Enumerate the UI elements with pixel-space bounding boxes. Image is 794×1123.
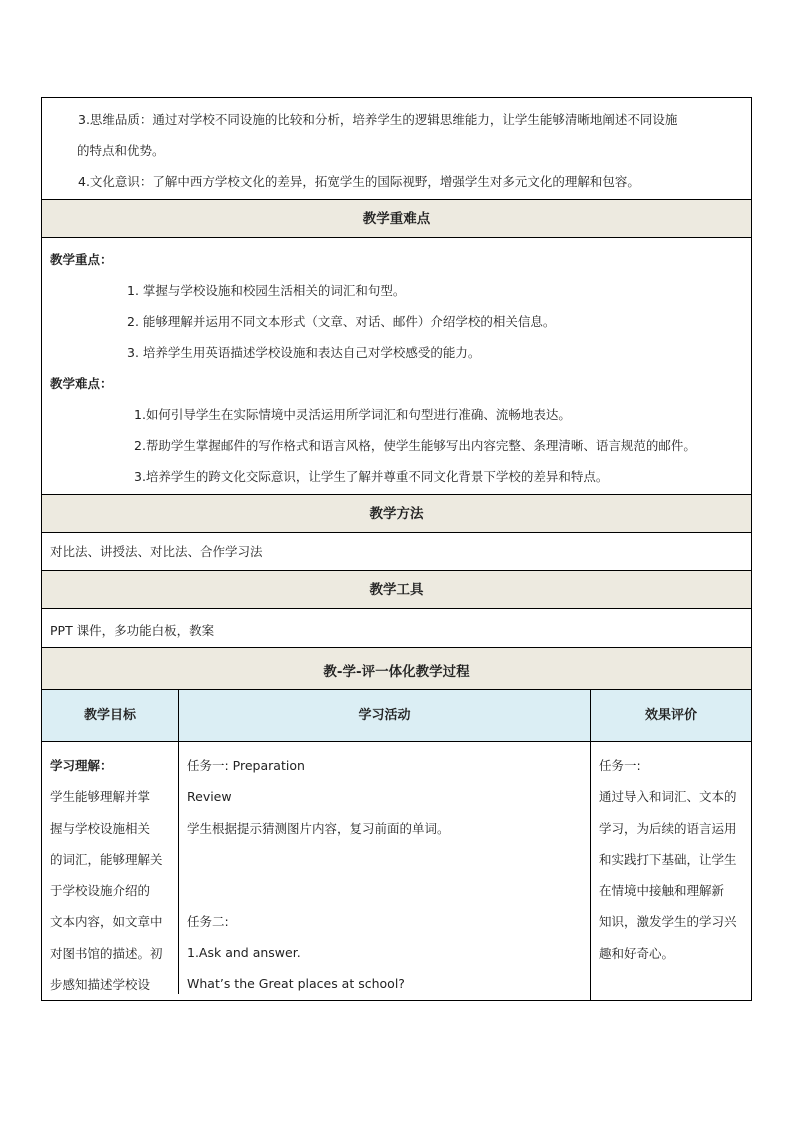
activity-spacer (187, 844, 583, 906)
evaluation-line: 和实践打下基础，让学生 (599, 851, 737, 867)
objective-culture: 4.文化意识：了解中西方学校文化的差异，拓宽学生的国际视野，增强学生对多元文化的理解和包容。 (78, 174, 640, 189)
goal-line: 学生能够理解并掌 (50, 789, 151, 805)
difficult-point-item: 3.培养学生的跨文化交际意识，让学生了解并尊重不同文化背景下学校的差异和特点。 (134, 469, 609, 484)
key-point-item: 3. 培养学生用英语描述学校设施和表达自己对学校感受的能力。 (127, 345, 481, 360)
evaluation-line: 在情境中接触和理解新 (599, 883, 725, 899)
goal-cell (42, 742, 179, 994)
goal-line: 文本内容，如文章中 (50, 914, 163, 930)
goal-line: 于学校设施介绍的 (50, 883, 151, 899)
evaluation-line: 学习，为后续的语言运用 (599, 820, 737, 836)
column-header-goal: 教学目标 (42, 690, 179, 742)
objectives-section (42, 98, 751, 200)
evaluation-line: 通过导入和词汇、文本的 (599, 789, 737, 805)
process-grid (42, 690, 751, 1000)
tools-content: PPT 课件，多功能白板，教案 (42, 609, 751, 648)
difficult-point-item: 1.如何引导学生在实际情境中灵活运用所学词汇和句型进行准确、流畅地表达。 (134, 407, 571, 422)
key-point-item: 2. 能够理解并运用不同文本形式（文章、对话、邮件）介绍学校的相关信息。 (127, 314, 556, 329)
process-header: 教-学-评一体化教学过程 (42, 648, 751, 690)
key-points-label: 教学重点： (50, 252, 113, 267)
objective-thinking-line2: 的特点和优势。 (77, 143, 165, 158)
evaluation-line: 知识，激发学生的学习兴 (599, 914, 737, 930)
evaluation-cell (591, 742, 751, 1000)
goal-line: 握与学校设施相关 (50, 820, 151, 836)
activity-question: What’s the Great places at school? (187, 976, 405, 992)
task2-title: 任务二: (187, 913, 229, 929)
key-difficult-header: 教学重难点 (42, 200, 751, 238)
methods-header: 教学方法 (42, 495, 751, 533)
column-header-evaluation: 效果评价 (591, 690, 751, 742)
difficult-point-item: 2.帮助学生掌握邮件的写作格式和语言风格，使学生能够写出内容完整、条理清晰、语言规范的邮件。 (134, 438, 696, 453)
activity-cell (179, 742, 591, 1000)
goal-title: 学习理解： (50, 758, 113, 773)
goal-line: 步感知描述学校设 (50, 977, 151, 993)
ask-and-answer: 1.Ask and answer. (187, 945, 301, 961)
review-label: Review (187, 789, 232, 805)
column-header-activity: 学习活动 (179, 690, 591, 742)
key-difficult-section (42, 238, 751, 495)
difficult-points-label: 教学难点： (50, 376, 113, 391)
goal-line: 对图书馆的描述。初 (50, 945, 163, 961)
review-description: 学生根据提示猜测图片内容，复习前面的单词。 (187, 820, 450, 836)
task1-title: 任务一: Preparation (187, 758, 305, 773)
evaluation-title: 任务一: (599, 758, 641, 773)
evaluation-line: 趣和好奇心。 (599, 945, 675, 961)
goal-line: 的词汇，能够理解关 (50, 851, 163, 867)
objective-thinking-line1: 3.思维品质：通过对学校不同设施的比较和分析，培养学生的逻辑思维能力，让学生能够清晰地阐述不同设施 (78, 112, 678, 127)
lesson-plan-table (41, 97, 752, 1001)
methods-content: 对比法、讲授法、对比法、合作学习法 (42, 533, 751, 571)
tools-header: 教学工具 (42, 571, 751, 609)
key-point-item: 1. 掌握与学校设施和校园生活相关的词汇和句型。 (127, 283, 406, 298)
